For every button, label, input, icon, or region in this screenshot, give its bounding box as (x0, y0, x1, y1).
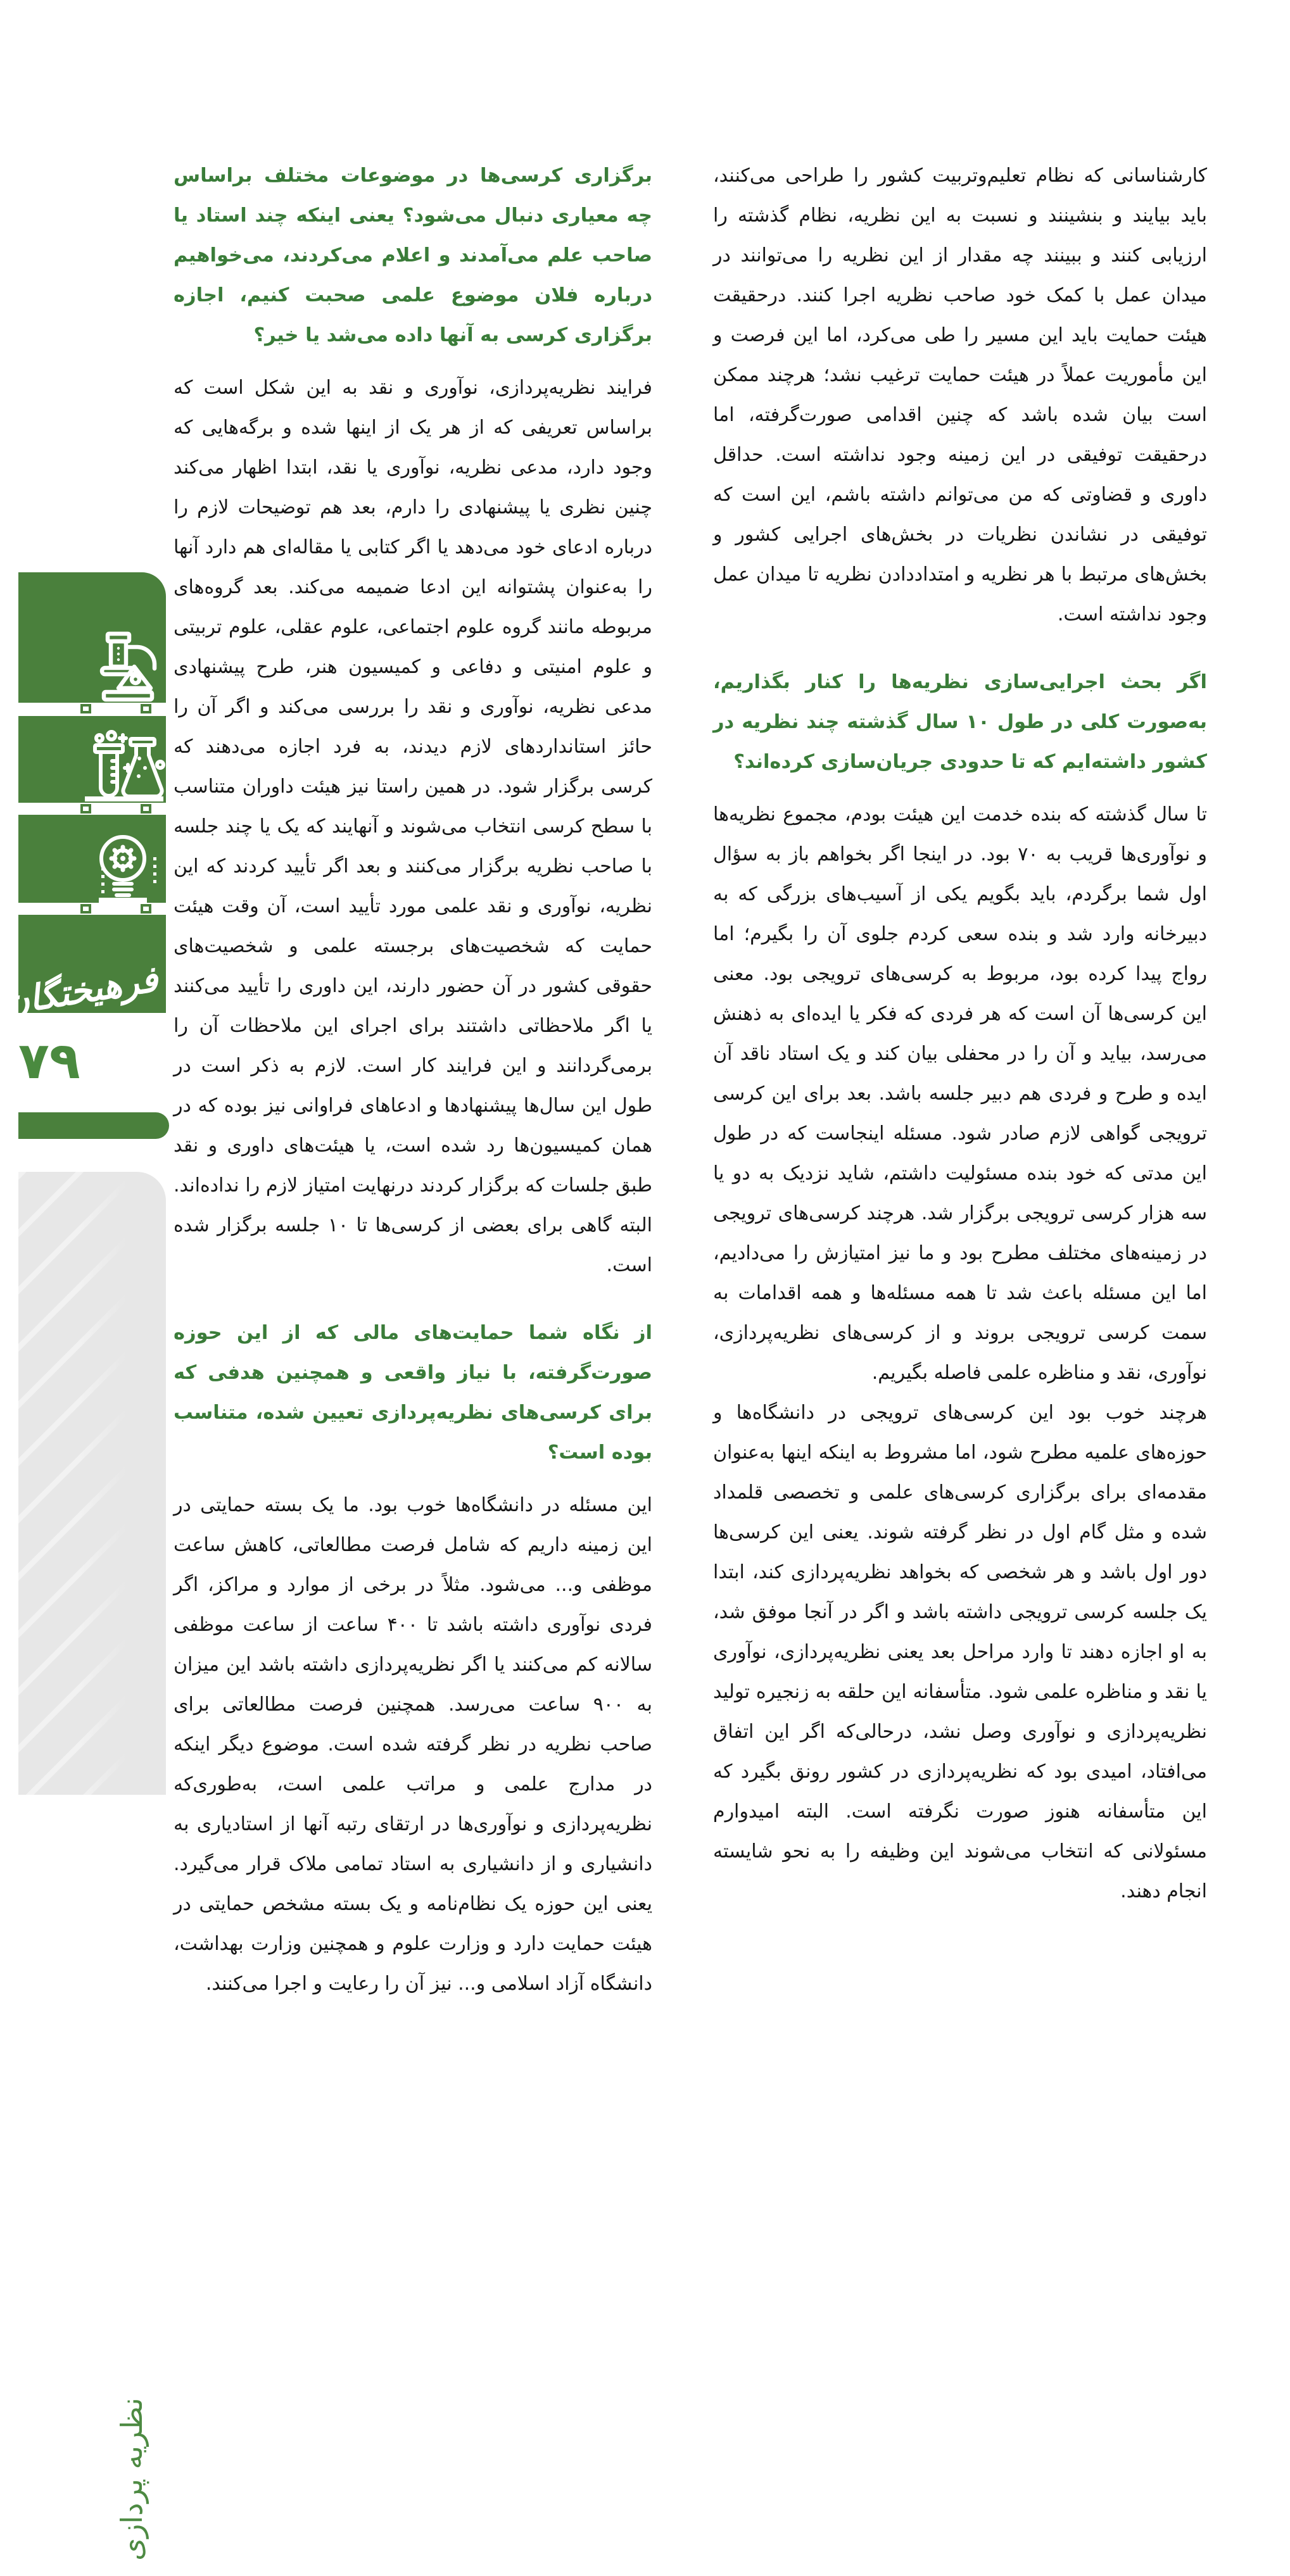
shelf-foot (141, 704, 151, 713)
sidebar-segment-idea (18, 815, 166, 903)
page-number: ۷۹ (18, 1031, 80, 1090)
interview-question: اگر بحث اجرایی‌سازی نظریه‌ها را کنار بگذاریم، به‌صورت کلی در طول ۱۰ سال گذشته چند نظریه در کشور داشته‌ایم که تا حدودی جریان‌سازی کرده‌اند؟ (713, 671, 1207, 773)
shelf-foot (141, 804, 151, 814)
sidebar-segment-flasks (18, 716, 166, 803)
section-label-block (18, 1172, 166, 2561)
shelf-foot (80, 804, 91, 814)
idea-bulb-gear-icon (84, 832, 162, 903)
interview-question: برگزاری کرسی‌ها در موضوعات مختلف براساس چه معیاری دنبال می‌شود؟ یعنی اینکه چند استاد یا صاحب علم می‌آمدند و اعلام می‌کردند، می‌خواهیم درباره فلان موضوع علمی صحبت کنیم، اجازه برگزاری کرسی به آنها داده می‌شد یا خیر؟ (174, 165, 652, 346)
answer-paragraph: این مسئله در دانشگاه‌ها خوب بود. ما یک بسته حمایتی در این زمینه داریم که شامل فرصت مطالعاتی، کاهش ساعت موظفی و... می‌شود. مثلاً در برخی از موارد و مراکز، اگر فردی نوآوری داشته باشد تا ۴۰۰ ساعت از ساعت موظفی سالانه کم می‌کنند یا اگر نظریه‌پردازی داشته باشد این میزان به ۹۰۰ ساعت می‌رسد. همچنین فرصت مطالعاتی برای صاحب نظریه در نظر گرفته شده است. موضوع دیگر اینکه در مدارج علمی و مراتب علمی است، به‌طوری‌که نظریه‌پردازی و نوآوری‌ها در ارتقای رتبه آنها از استادیاری به دانشیاری و از دانشیاری به استاد تمامی ملاک قرار می‌گیرد. یعنی این حوزه یک نظام‌نامه و یک بسته مشخص حمایتی در هیئت حمایت دارد و وزارت علوم و همچنین وزارت بهداشت، دانشگاه آزاد اسلامی و... نیز آن را رعایت و اجرا می‌کنند. (174, 1494, 652, 1995)
answer-paragraph: تا سال گذشته که بنده خدمت این هیئت بودم، مجموع نظریه‌ها و نوآوری‌ها قریب به ۷۰ بود. در اینجا اگر بخواهم باز به سؤال اول شما برگردم، باید بگویم یکی از آسیب‌های بزرگی که به دبیرخانه وارد شد و بنده سعی کردم جلوی آن را بگیرم؛ اما رواج پیدا کرده بود، مربوط به کرسی‌های ترویجی بود. معنی این کرسی‌ها آن است که هر فردی که فکر یا ایده‌ای به ذهنش می‌رسد، بیاید و آن را در محفلی بیان کند و یک استاد ناقد آن ایده و طرح و فردی هم دبیر جلسه باشد. بعد برای این کرسی ترویجی گواهی لازم صادر شود. مسئله اینجاست که در طول این مدتی که خود بنده مسئولیت داشتم، شاید نزدیک به دو یا سه هزار کرسی ترویجی برگزار شد. هرچند کرسی‌های ترویجی در زمینه‌های مختلف مطرح بود و ما نیز امتیازش را می‌دادیم، اما این مسئله باعث شد تا همه مسئله‌ها و همه اقدامات به سمت کرسی ترویجی بروند و از کرسی‌های نظریه‌پردازی، نوآوری، نقد و مناظره علمی فاصله بگیریم. (713, 803, 1207, 1384)
farhikhtegan-logo: فرهیختگان (0, 958, 161, 1024)
shelf-foot (80, 904, 91, 914)
answer-paragraph: هرچند خوب بود این کرسی‌های ترویجی در دانشگاه‌ها و حوزه‌های علمیه مطرح شود، اما مشروط به اینکه اینها به‌عنوان مقدمه‌ای برای برگزاری کرسی‌های علمی و تخصصی قلمداد شده و مثل گام اول در نظر گرفته شوند. یعنی این کرسی‌ها دور اول باشد و هر شخصی که بخواهد نظریه‌پردازی کند، ابتدا یک جلسه کرسی ترویجی داشته باشد و اگر در آنجا موفق شد، به او اجازه دهند تا وارد مراحل بعد یعنی نظریه‌پردازی، نوآوری یا نقد و مناظره علمی شود. متأسفانه این حلقه به زنجیره تولید نظریه‌پردازی و نوآوری وصل نشد، درحالی‌که اگر این اتفاق می‌افتاد، امیدی بود که نظریه‌پردازی در کشور رونق بگیرد که این متأسفانه هنوز صورت نگرفته است. البته امیدوارم مسئولانی که انتخاب می‌شوند این وظیفه را به نحو شایسته انجام دهند. (713, 1402, 1207, 1902)
answer-paragraph: کارشناسانی که نظام تعلیم‌وتربیت کشور را طراحی می‌کنند، باید بیایند و بنشینند و نسبت به این نظریه، نظام گذشته را ارزیابی کنند و ببینند چه مقدار از این نظریه را می‌توانند در میدان عمل با کمک خود صاحب نظریه اجرا کنند. درحقیقت هیئت حمایت باید این مسیر را طی می‌کرد، اما این فرصت و این مأموریت عملاً در هیئت حمایت ترغیب نشد؛ هرچند ممکن است بیان شده باشد که چنین اقدامی صورت‌گرفته، اما درحقیقت توفیقی در این زمینه وجود نداشته است. حداقل داوری و قضاوتی که من می‌توانم داشته باشم، این است که توفیقی در نشاندن نظریات در بخش‌های اجرایی کشور و بخش‌های مرتبط با هر نظریه و امتداددادن نظریه تا میدان عمل وجود نداشته است. (713, 165, 1207, 625)
microscope-icon (85, 632, 162, 703)
article-column-first (713, 156, 1207, 1911)
article-column-second (174, 156, 652, 2004)
vertical-section-label (111, 2382, 153, 2576)
shelf-foot (80, 704, 91, 713)
section-divider-bar (18, 1112, 169, 1139)
section-label-text: نظریه پردازی (115, 2397, 149, 2561)
answer-paragraph: فرایند نظریه‌پردازی، نوآوری و نقد به این شکل است که براساس تعریفی که از هر یک از اینها شده و برگه‌هایی که وجود دارد، مدعی نظریه، نوآوری یا نقد، ابتدا اظهار می‌کند چنین نظری یا پیشنهادی را دارم، بعد هم توضیحات لازم را درباره ادعای خود می‌دهد یا اگر کتابی یا مقاله‌ای هم دارد آنها را به‌عنوان پشتوانه این ادعا ضمیمه می‌کند. بعد گروه‌های مربوطه مانند گروه علوم اجتماعی، علوم عقلی، علوم تربیتی و علوم امنیتی و دفاعی و کمیسیون هنر، طرح پیشنهادی مدعی نظریه، نوآوری و نقد را بررسی می‌کند و اگر آن را حائز استانداردهای لازم دیدند، به فرد اجازه می‌دهند که کرسی برگزار شود. در همین راستا نیز هیئت داوران متناسب با سطح کرسی انتخاب می‌شوند و آنهایند که یک یا چند جلسه با صاحب نظریه برگزار می‌کنند و بعد اگر تأیید کردند که این نظریه، نوآوری و نقد علمی مورد تأیید است، آن وقت هیئت حمایت که شخصیت‌های برجسته علمی و شخصیت‌های حقوقی کشور در آن حضور دارند، این داوری را تأیید می‌کنند یا اگر ملاحظاتی داشتند برای اجرای این ملاحظات آن را برمی‌گردانند و این فرایند کار است. لازم به ذکر است در طول این سال‌ها پیشنهادها و ادعاهای فراوانی نیز بوده که در همان کمیسیون‌ها رد شده است، یا هیئت‌های داوری و نقد طبق جلسات که برگزار کردند درنهایت امتیاز لازم را نداده‌اند. البته گاهی برای بعضی از کرسی‌ها تا ۱۰ جلسه برگزار شده است. (174, 377, 653, 1276)
sidebar-segment-logo (0, 915, 166, 1024)
sidebar-segment-microscope (18, 572, 166, 703)
interview-question: از نگاه شما حمایت‌های مالی که از این حوزه صورت‌گرفته، با نیاز واقعی و همچنین هدفی که برای کرسی‌های نظریه‌پردازی تعیین شده، متناسب بوده است؟ (174, 1322, 652, 1464)
lab-flasks-icon (84, 732, 165, 803)
shelf-foot (141, 904, 151, 914)
